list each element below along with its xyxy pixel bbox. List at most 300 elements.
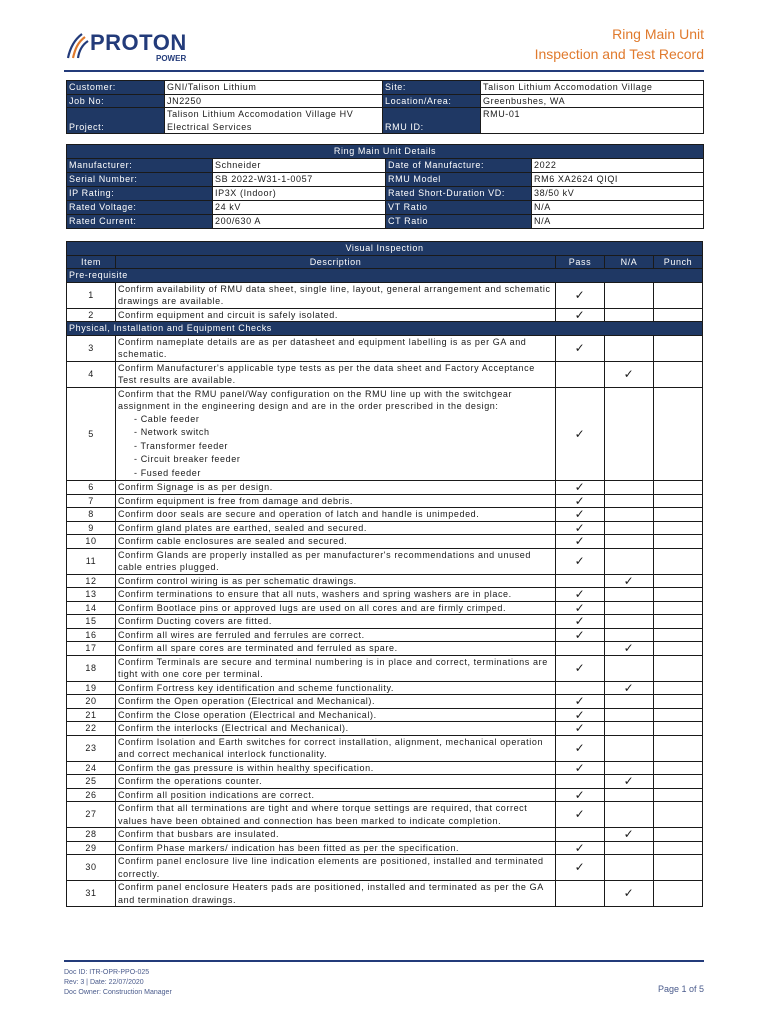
na-cell: [605, 841, 654, 855]
na-cell: [605, 628, 654, 642]
configuration-list-item: - Cable feeder: [134, 413, 200, 424]
punch-cell: [654, 708, 703, 722]
na-cell: [605, 615, 654, 629]
table-row: [67, 708, 703, 722]
table-row: [67, 548, 703, 574]
na-cell: [605, 802, 654, 828]
na-cell: [605, 775, 654, 789]
description-text: Confirm Bootlace pins or approved lugs are used on all cores and are firmly crimped.: [118, 602, 507, 613]
na-cell: [605, 788, 654, 802]
item-description: [116, 655, 556, 681]
description-text: Confirm equipment and circuit is safely isolated.: [118, 309, 338, 320]
item-description: [116, 881, 556, 907]
pass-cell: [556, 788, 605, 802]
pass-cell: [556, 828, 605, 842]
item-number: 23: [67, 735, 116, 761]
description-text: Confirm nameplate details are as per datasheet and equipment labelling is as per GA and schematic.: [118, 336, 527, 359]
item-number: 7: [67, 494, 116, 508]
pass-cell: [556, 695, 605, 709]
pass-cell: [556, 282, 605, 308]
punch-cell: [654, 574, 703, 588]
pass-cell: [556, 642, 605, 656]
site-label: Site:: [383, 81, 481, 95]
na-cell: [605, 681, 654, 695]
check-mark-icon: ✓: [574, 534, 586, 548]
description-text: Confirm Signage is as per design.: [118, 482, 273, 492]
table-row: [67, 855, 703, 881]
col-punch-header: Punch: [654, 255, 703, 269]
check-mark-icon: ✓: [574, 788, 586, 802]
description-text: Confirm Ducting covers are fitted.: [118, 616, 272, 626]
location-label: Location/Area:: [383, 94, 481, 108]
pass-cell: [556, 841, 605, 855]
section-row: [67, 322, 703, 336]
pass-cell: [556, 802, 605, 828]
item-description: [116, 588, 556, 602]
na-cell: [605, 308, 654, 322]
check-mark-icon: ✓: [574, 340, 586, 355]
detail-label: Rated Short-Duration VD:: [386, 186, 532, 200]
detail-row: [67, 200, 704, 214]
item-description: [116, 494, 556, 508]
item-description: [116, 841, 556, 855]
detail-row: [67, 158, 704, 172]
item-description: [116, 335, 556, 361]
na-cell: [605, 494, 654, 508]
description-text: Confirm Manufacturer's applicable type tests as per the data sheet and Factory Acceptance Test results are available.: [118, 362, 535, 385]
punch-cell: [654, 642, 703, 656]
item-description: [116, 308, 556, 322]
na-cell: [605, 601, 654, 615]
item-number: 9: [67, 521, 116, 535]
description-text: Confirm the gas pressure is within healthy specification.: [118, 762, 374, 773]
detail-label: IP Rating:: [67, 186, 213, 200]
item-description: [116, 788, 556, 802]
punch-cell: [654, 481, 703, 495]
project-info-table: [66, 80, 704, 134]
punch-cell: [654, 521, 703, 535]
header-divider: [64, 70, 704, 72]
logo-wordmark: PROTON: [90, 30, 187, 55]
na-cell: [605, 695, 654, 709]
description-text: Confirm the Close operation (Electrical and Mechanical).: [118, 709, 377, 720]
detail-label: CT Ratio: [386, 214, 532, 228]
item-number: 25: [67, 775, 116, 789]
item-description: [116, 521, 556, 535]
table-row: [67, 481, 703, 495]
detail-value: RM6 XA2624 QIQI: [532, 172, 704, 186]
detail-value: IP3X (Indoor): [213, 186, 386, 200]
check-mark-icon: ✓: [574, 721, 586, 735]
na-cell: [605, 855, 654, 881]
check-mark-icon: ✓: [574, 587, 586, 601]
item-number: 19: [67, 681, 116, 695]
table-row: [67, 588, 703, 602]
project-label: Project:: [67, 108, 165, 134]
check-mark-icon: ✓: [574, 521, 586, 535]
check-mark-icon: ✓: [574, 507, 586, 521]
description-text: Confirm door seals are secure and operation of latch and handle is unimpeded.: [118, 509, 480, 519]
check-mark-icon: ✓: [574, 494, 586, 508]
table-row: [67, 615, 703, 629]
detail-value: 38/50 kV: [532, 186, 704, 200]
na-cell: [605, 535, 654, 549]
check-mark-icon: ✓: [574, 287, 586, 302]
pass-cell: [556, 681, 605, 695]
detail-label: Rated Current:: [67, 214, 213, 228]
table-row: [67, 788, 703, 802]
footer-divider: [64, 960, 704, 962]
check-mark-icon: ✓: [574, 708, 586, 722]
table-row: [67, 535, 703, 549]
configuration-list-item: - Transformer feeder: [134, 440, 229, 451]
item-description: [116, 628, 556, 642]
check-mark-icon: ✓: [574, 807, 586, 822]
punch-cell: [654, 802, 703, 828]
rmu-details-table: [66, 144, 704, 229]
na-cell: [605, 387, 654, 481]
pass-cell: [556, 655, 605, 681]
check-mark-icon: ✓: [623, 366, 635, 381]
item-description: [116, 642, 556, 656]
pass-cell: [556, 775, 605, 789]
pass-cell: [556, 361, 605, 387]
check-mark-icon: ✓: [623, 827, 635, 841]
item-number: 17: [67, 642, 116, 656]
table-row: [67, 735, 703, 761]
check-mark-icon: ✓: [574, 614, 586, 628]
punch-cell: [654, 855, 703, 881]
col-na-header: N/A: [605, 255, 654, 269]
na-cell: [605, 282, 654, 308]
title-line-2: Inspection and Test Record: [534, 46, 704, 62]
punch-cell: [654, 775, 703, 789]
item-description: [116, 535, 556, 549]
na-cell: [605, 548, 654, 574]
na-cell: [605, 761, 654, 775]
section-title: Pre-requisite: [67, 269, 703, 283]
punch-cell: [654, 828, 703, 842]
pass-cell: [556, 628, 605, 642]
pass-cell: [556, 521, 605, 535]
table-row: [67, 308, 703, 322]
detail-label: VT Ratio: [386, 200, 532, 214]
logo-swoosh-icon: [64, 30, 90, 60]
punch-cell: [654, 628, 703, 642]
na-cell: [605, 588, 654, 602]
document-header: [64, 26, 704, 66]
item-description: [116, 681, 556, 695]
item-number: 8: [67, 508, 116, 522]
item-description: [116, 615, 556, 629]
pass-cell: [556, 601, 605, 615]
punch-cell: [654, 548, 703, 574]
item-number: 10: [67, 535, 116, 549]
item-description: [116, 855, 556, 881]
table-row: [67, 508, 703, 522]
description-text: Confirm Glands are properly installed as per manufacturer's recommendations and unused cable entries plugged.: [118, 549, 532, 572]
pass-cell: [556, 387, 605, 481]
item-number: 5: [67, 387, 116, 481]
page-number: Page 1 of 5: [657, 984, 704, 994]
check-mark-icon: ✓: [574, 480, 586, 494]
na-cell: [605, 735, 654, 761]
check-mark-icon: ✓: [574, 628, 586, 642]
punch-cell: [654, 695, 703, 709]
detail-value: 24 kV: [213, 200, 386, 214]
project-value: Talison Lithium Accomodation Village HV Electrical Services: [165, 108, 383, 134]
site-value: Talison Lithium Accomodation Village: [481, 81, 704, 95]
description-text: Confirm cable enclosures are sealed and secured.: [118, 536, 348, 546]
punch-cell: [654, 655, 703, 681]
check-mark-icon: ✓: [574, 426, 586, 441]
rmu-id-value: RMU-01: [481, 108, 704, 134]
item-number: 14: [67, 601, 116, 615]
description-text: Confirm all position indications are correct.: [118, 789, 315, 800]
table-row: [67, 802, 703, 828]
na-cell: [605, 828, 654, 842]
na-cell: [605, 361, 654, 387]
detail-label: Date of Manufacture:: [386, 158, 532, 172]
pass-cell: [556, 548, 605, 574]
description-text: Confirm Fortress key identification and scheme functionality.: [118, 682, 395, 693]
pass-cell: [556, 335, 605, 361]
pass-cell: [556, 881, 605, 907]
description-text: Confirm that all terminations are tight and where torque settings are required, that correct values have been obtained and connection has been marked to indicate completion.: [118, 803, 528, 826]
check-mark-icon: ✓: [574, 601, 586, 615]
pass-cell: [556, 574, 605, 588]
check-mark-icon: ✓: [574, 694, 586, 708]
item-description: [116, 735, 556, 761]
rmu-id-label: RMU ID:: [383, 108, 481, 134]
col-description-header: Description: [116, 255, 556, 269]
pass-cell: [556, 308, 605, 322]
item-description: [116, 508, 556, 522]
logo-subtitle: POWER: [156, 54, 187, 63]
table-row: [67, 722, 703, 736]
description-text: Confirm the Open operation (Electrical and Mechanical).: [118, 696, 376, 706]
item-number: 27: [67, 802, 116, 828]
punch-cell: [654, 535, 703, 549]
location-value: Greenbushes, WA: [481, 94, 704, 108]
check-mark-icon: ✓: [574, 841, 586, 855]
visual-inspection-heading: Visual Inspection: [67, 242, 703, 256]
table-row: [67, 761, 703, 775]
table-row: [67, 335, 703, 361]
table-row: [67, 881, 703, 907]
check-mark-icon: ✓: [574, 740, 586, 755]
table-row: [67, 282, 703, 308]
item-number: 3: [67, 335, 116, 361]
table-row: [67, 642, 703, 656]
item-number: 16: [67, 628, 116, 642]
punch-cell: [654, 761, 703, 775]
punch-cell: [654, 387, 703, 481]
document-footer: [64, 968, 172, 998]
item-description: [116, 708, 556, 722]
item-number: 6: [67, 481, 116, 495]
punch-cell: [654, 681, 703, 695]
punch-cell: [654, 308, 703, 322]
item-number: 1: [67, 282, 116, 308]
item-number: 31: [67, 881, 116, 907]
detail-label: Rated Voltage:: [67, 200, 213, 214]
proton-power-logo: [64, 28, 194, 64]
punch-cell: [654, 722, 703, 736]
check-mark-icon: ✓: [574, 308, 586, 322]
item-number: 12: [67, 574, 116, 588]
item-description: [116, 282, 556, 308]
na-cell: [605, 574, 654, 588]
document-title: [535, 26, 704, 62]
description-text: Confirm equipment is free from damage and debris.: [118, 495, 353, 506]
pass-cell: [556, 535, 605, 549]
detail-label: Serial Number:: [67, 172, 213, 186]
item-number: 4: [67, 361, 116, 387]
check-mark-icon: ✓: [574, 761, 586, 775]
punch-cell: [654, 508, 703, 522]
table-row: [67, 361, 703, 387]
item-number: 11: [67, 548, 116, 574]
configuration-list-item: - Network switch: [134, 427, 210, 437]
pass-cell: [556, 481, 605, 495]
check-mark-icon: ✓: [574, 860, 586, 875]
item-description: [116, 387, 556, 481]
pass-cell: [556, 615, 605, 629]
item-number: 26: [67, 788, 116, 802]
punch-cell: [654, 588, 703, 602]
pass-cell: [556, 708, 605, 722]
pass-cell: [556, 761, 605, 775]
item-description: [116, 548, 556, 574]
detail-row: [67, 186, 704, 200]
na-cell: [605, 335, 654, 361]
description-text: Confirm control wiring is as per schematic drawings.: [118, 575, 357, 586]
col-item-header: Item: [67, 255, 116, 269]
item-description: [116, 802, 556, 828]
check-mark-icon: ✓: [574, 660, 586, 675]
description-text: Confirm Isolation and Earth switches for correct installation, alignment, mechanical operation and correct mechanical interlock functionality.: [118, 736, 544, 759]
punch-cell: [654, 788, 703, 802]
na-cell: [605, 722, 654, 736]
table-row: [67, 521, 703, 535]
item-description: [116, 361, 556, 387]
detail-row: [67, 172, 704, 186]
detail-value: N/A: [532, 200, 704, 214]
pass-cell: [556, 855, 605, 881]
check-mark-icon: ✓: [623, 886, 635, 901]
table-row: [67, 841, 703, 855]
detail-value: Schneider: [213, 158, 386, 172]
punch-cell: [654, 615, 703, 629]
item-description: [116, 775, 556, 789]
punch-cell: [654, 601, 703, 615]
description-text: Confirm Phase markers/ indication has been fitted as per the specification.: [118, 842, 460, 853]
punch-cell: [654, 881, 703, 907]
punch-cell: [654, 361, 703, 387]
na-cell: [605, 508, 654, 522]
table-row: [67, 601, 703, 615]
description-text: Confirm the interlocks (Electrical and Mechanical).: [118, 723, 349, 733]
description-text: Confirm terminations to ensure that all nuts, washers and spring washers are in place.: [118, 589, 512, 599]
description-text: Confirm Terminals are secure and terminal numbering is in place and correct, terminations are tight with one core per terminal.: [118, 656, 548, 679]
na-cell: [605, 481, 654, 495]
punch-cell: [654, 335, 703, 361]
table-row: [67, 828, 703, 842]
detail-value: 200/630 A: [213, 214, 386, 228]
pass-cell: [556, 508, 605, 522]
punch-cell: [654, 735, 703, 761]
item-number: 15: [67, 615, 116, 629]
rmu-details-heading: Ring Main Unit Details: [67, 145, 704, 159]
check-mark-icon: ✓: [623, 574, 635, 588]
table-row: [67, 681, 703, 695]
na-cell: [605, 642, 654, 656]
detail-value: SB 2022-W31-1-0057: [213, 172, 386, 186]
description-text: Confirm the operations counter.: [118, 776, 263, 786]
pass-cell: [556, 494, 605, 508]
revision: Rev: 3 | Date: 22/07/2020: [64, 979, 144, 986]
description-text: Confirm that the RMU panel/Way configuration on the RMU line up with the switchgear assignment in the engineering design and are in the order prescribed in the design:: [118, 388, 513, 411]
item-number: 20: [67, 695, 116, 709]
detail-value: 2022: [532, 158, 704, 172]
description-text: Confirm gland plates are earthed, sealed and secured.: [118, 522, 367, 533]
item-description: [116, 695, 556, 709]
item-number: 22: [67, 722, 116, 736]
item-description: [116, 828, 556, 842]
section-title: Physical, Installation and Equipment Checks: [67, 322, 703, 336]
description-text: Confirm that busbars are insulated.: [118, 829, 280, 839]
item-number: 21: [67, 708, 116, 722]
description-text: Confirm panel enclosure Heaters pads are positioned, installed and terminated as per the GA and termination drawings.: [118, 882, 544, 905]
item-description: [116, 481, 556, 495]
table-row: [67, 387, 703, 481]
col-pass-header: Pass: [556, 255, 605, 269]
detail-label: RMU Model: [386, 172, 532, 186]
na-cell: [605, 881, 654, 907]
table-row: [67, 775, 703, 789]
check-mark-icon: ✓: [623, 641, 635, 655]
job-no-value: JN2250: [165, 94, 383, 108]
check-mark-icon: ✓: [623, 774, 635, 788]
pass-cell: [556, 722, 605, 736]
item-description: [116, 601, 556, 615]
job-no-label: Job No:: [67, 94, 165, 108]
item-number: 24: [67, 761, 116, 775]
item-number: 13: [67, 588, 116, 602]
customer-value: GNI/Talison Lithium: [165, 81, 383, 95]
customer-label: Customer:: [67, 81, 165, 95]
na-cell: [605, 521, 654, 535]
punch-cell: [654, 282, 703, 308]
check-mark-icon: ✓: [574, 553, 586, 568]
detail-row: [67, 214, 704, 228]
configuration-list-item: - Fused feeder: [134, 467, 201, 478]
item-number: 29: [67, 841, 116, 855]
pass-cell: [556, 735, 605, 761]
table-row: [67, 628, 703, 642]
detail-value: N/A: [532, 214, 704, 228]
pass-cell: [556, 588, 605, 602]
item-number: 30: [67, 855, 116, 881]
item-number: 18: [67, 655, 116, 681]
detail-label: Manufacturer:: [67, 158, 213, 172]
item-number: 28: [67, 828, 116, 842]
table-row: [67, 695, 703, 709]
item-description: [116, 722, 556, 736]
punch-cell: [654, 841, 703, 855]
na-cell: [605, 655, 654, 681]
